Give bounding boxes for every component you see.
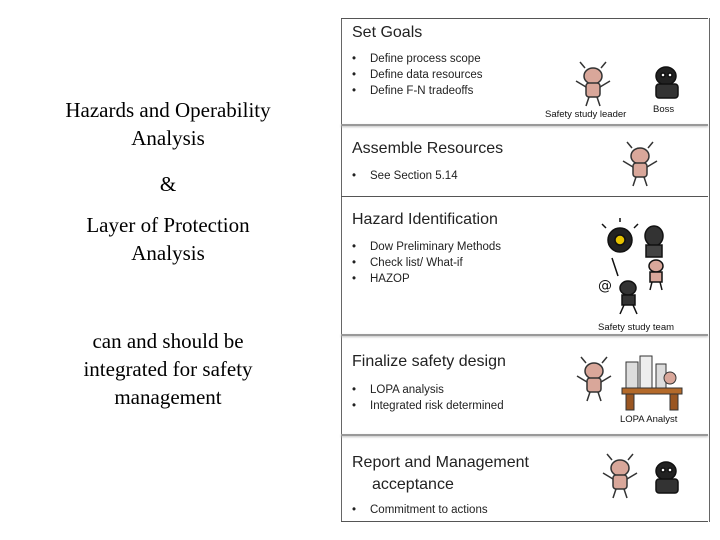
statement-line-1: can and should be [92,329,244,353]
person-figure-icon [618,140,662,188]
step-bullets [352,382,504,414]
caption-safety-study-team: Safety study team [598,322,675,333]
bullet-item: • HAZOP [352,271,501,287]
bullet-item: • Integrated risk determined [352,398,504,414]
title-lopa [30,211,306,267]
step-title-line-2: acceptance [372,476,454,493]
integration-statement [30,327,306,411]
panel-bottom-border [341,521,708,522]
step-title: Assemble Resources [352,140,504,157]
lopa-analyst-desk-icon [620,352,684,412]
statement-line-2: integrated for safety [83,357,253,381]
caption-boss: Boss [653,104,675,115]
statement-line-3: management [114,385,222,409]
caption-safety-study-leader: Safety study leader [545,109,627,120]
step-title: Finalize safety design [352,353,506,370]
step-divider [341,434,708,436]
step-divider [341,334,708,336]
person-figure-icon [598,452,642,500]
step-bullets [352,502,488,518]
person-figure-icon [571,60,615,108]
bullet-item: • LOPA analysis [352,382,504,398]
step-title: Set Goals [352,24,423,41]
step-bullets [352,168,458,184]
step-title: Hazard Identification [352,211,498,228]
title-line-1: Hazards and Operability [65,98,271,122]
title-line-2: Analysis [131,126,205,150]
ampersand: & [159,172,177,196]
bullet-item: • Check list/ What-if [352,255,501,271]
title-line-3: Layer of Protection [86,213,250,237]
title-line-4: Analysis [131,241,205,265]
step-title-line-1: Report and Management [352,454,529,471]
boss-figure-icon [645,60,687,102]
step-bullets [352,239,501,287]
bullet-item: • Commitment to actions [352,502,488,518]
svg-text:@: @ [598,278,612,294]
bullet-item: • Dow Preliminary Methods [352,239,501,255]
safety-team-figures-icon [592,218,682,318]
bullet-item: • Define process scope [352,51,483,67]
title-hazop [30,96,306,152]
person-figure-icon [572,355,616,403]
bullet-item: • Define F-N tradeoffs [352,83,483,99]
step-bullets [352,51,483,99]
bullet-item: • Define data resources [352,67,483,83]
caption-lopa-analyst: LOPA Analyst [620,414,678,425]
boss-figure-icon [645,455,687,497]
bullet-item: • See Section 5.14 [352,168,458,184]
